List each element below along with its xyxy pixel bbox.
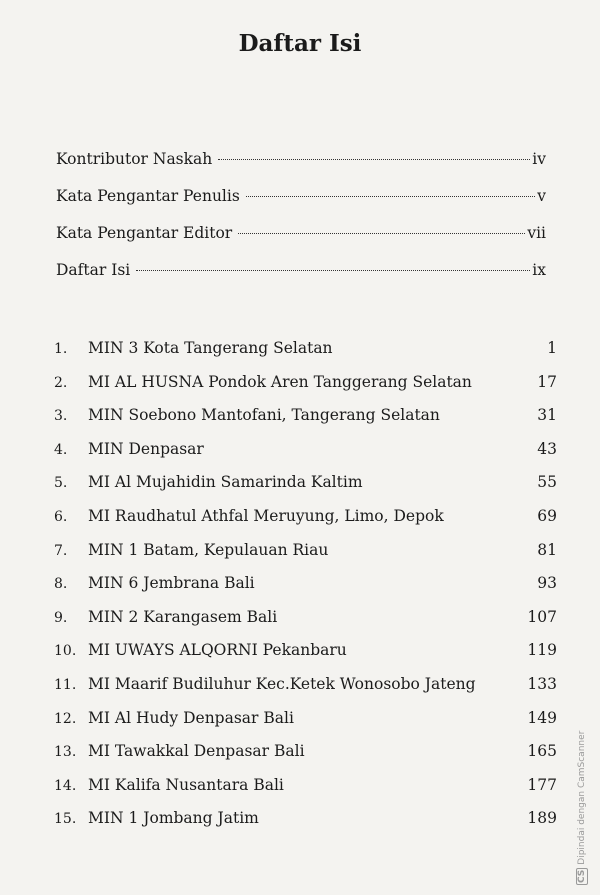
chapter-title: MI Maarif Budiluhur Kec.Ketek Wonosobo Jateng (88, 674, 476, 693)
chapter-number: 9. (54, 609, 68, 626)
front-matter-label: Daftar Isi (56, 261, 131, 279)
chapter-number: 7. (54, 542, 68, 559)
dot-leader (246, 196, 535, 197)
chapter-page: 55 (537, 473, 557, 492)
chapter-page: 81 (537, 540, 557, 559)
front-matter-label: Kontributor Naskah (56, 150, 213, 168)
dot-leader (238, 233, 525, 234)
chapter-page: 17 (537, 372, 557, 391)
chapter-number: 11. (54, 676, 77, 693)
front-matter-item (56, 261, 546, 298)
dot-leader (136, 270, 530, 271)
chapter-title: MIN 1 Batam, Kepulauan Riau (88, 540, 329, 559)
front-matter-page: ix (532, 261, 546, 279)
chapter-page: 119 (527, 641, 557, 660)
chapter-entry (54, 339, 557, 373)
chapter-entry (54, 507, 557, 541)
chapter-title: MIN 6 Jembrana Bali (88, 574, 255, 593)
chapter-number: 2. (54, 374, 68, 391)
chapter-title: MI Al Hudy Denpasar Bali (88, 708, 294, 727)
chapter-entry (54, 440, 557, 474)
front-matter-page: iv (532, 150, 546, 168)
chapter-page: 43 (537, 439, 557, 458)
chapter-number: 15. (54, 811, 77, 828)
chapter-entry (54, 709, 557, 743)
camscanner-icon: CS (577, 869, 587, 883)
chapter-page: 1 (547, 339, 557, 357)
chapter-number: 3. (54, 408, 68, 425)
chapter-entry (54, 473, 557, 507)
chapter-entry (54, 809, 557, 843)
chapter-entry (54, 373, 557, 407)
front-matter-page: v (537, 187, 546, 205)
chapter-number: 8. (54, 576, 68, 593)
page-title: Daftar Isi (238, 30, 362, 57)
front-matter-label: Kata Pengantar Editor (56, 224, 233, 242)
chapter-title: MI Kalifa Nusantara Bali (88, 775, 284, 794)
chapter-number: 13. (54, 744, 77, 761)
chapter-number: 10. (54, 643, 77, 660)
chapter-page: 177 (527, 775, 557, 794)
chapter-title: MI Raudhatul Athfal Meruyung, Limo, Depok (88, 506, 444, 525)
chapter-title: MIN 3 Kota Tangerang Selatan (88, 339, 333, 357)
chapter-page: 165 (527, 742, 557, 761)
chapter-entry (54, 608, 557, 642)
scanner-watermark (576, 731, 588, 885)
front-matter-item (56, 150, 546, 187)
front-matter-label: Kata Pengantar Penulis (56, 187, 240, 205)
chapter-number: 12. (54, 710, 77, 727)
chapter-entry (54, 574, 557, 608)
chapter-page: 93 (537, 574, 557, 593)
chapter-page: 189 (527, 809, 557, 828)
chapter-number: 6. (54, 508, 68, 525)
chapter-title: MI AL HUSNA Pondok Aren Tanggerang Selatan (88, 372, 472, 391)
chapter-page: 149 (527, 708, 557, 727)
chapter-title: MI Al Mujahidin Samarinda Kaltim (88, 473, 363, 492)
chapter-entry (54, 406, 557, 440)
front-matter-item (56, 187, 546, 224)
chapter-page: 69 (537, 506, 557, 525)
chapter-number: 4. (54, 441, 68, 458)
chapter-title: MI UWAYS ALQORNI Pekanbaru (88, 641, 347, 660)
chapter-number: 14. (54, 777, 77, 794)
chapter-page: 107 (527, 607, 557, 626)
front-matter-list (56, 150, 546, 298)
chapter-title: MIN 2 Karangasem Bali (88, 607, 278, 626)
chapter-list (54, 339, 557, 843)
chapter-page: 31 (537, 406, 557, 425)
front-matter-page: vii (527, 224, 546, 242)
chapter-title: MIN Denpasar (88, 439, 204, 458)
chapter-page: 133 (527, 674, 557, 693)
chapter-number: 5. (54, 475, 68, 492)
chapter-title: MIN 1 Jombang Jatim (88, 809, 259, 828)
chapter-number: 1. (54, 341, 68, 357)
watermark-text: Dipindai dengan CamScanner (577, 730, 587, 865)
front-matter-item (56, 224, 546, 261)
chapter-entry (54, 541, 557, 575)
chapter-entry (54, 742, 557, 776)
chapter-entry (54, 675, 557, 709)
chapter-title: MIN Soebono Mantofani, Tangerang Selatan (88, 406, 440, 425)
dot-leader (218, 159, 530, 160)
chapter-entry (54, 641, 557, 675)
chapter-title: MI Tawakkal Denpasar Bali (88, 742, 305, 761)
chapter-entry (54, 776, 557, 810)
